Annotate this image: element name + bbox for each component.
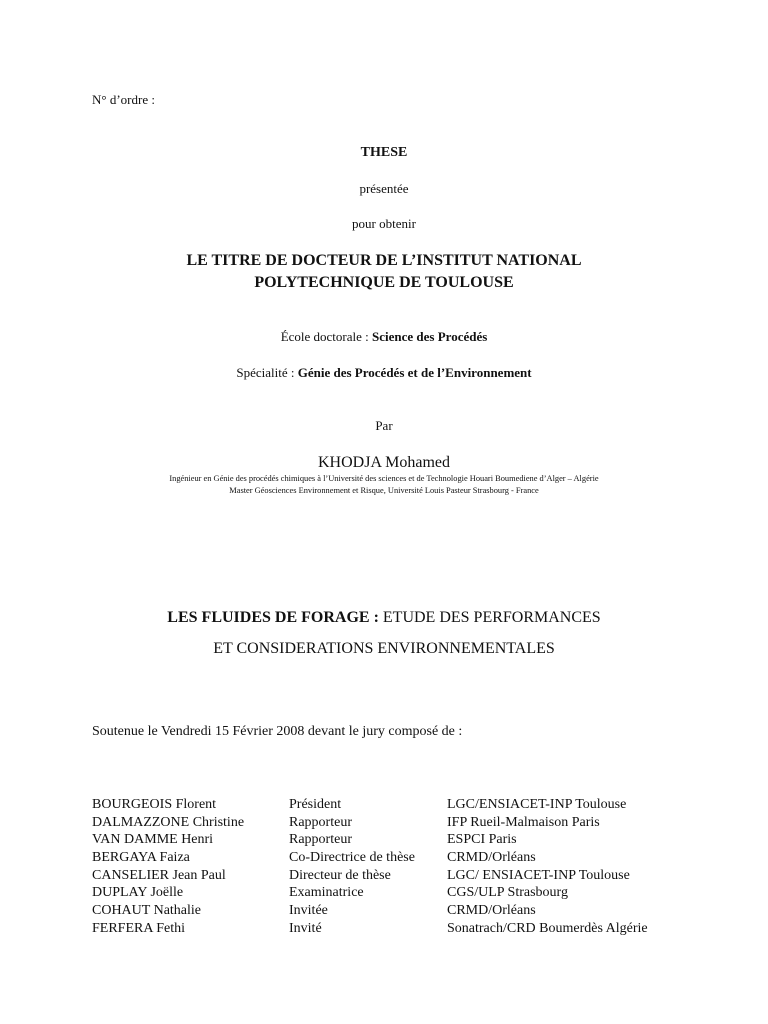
thesis-subject-bold: LES FLUIDES DE FORAGE : (167, 609, 383, 626)
jury-member-role: Invitée (289, 903, 328, 919)
jury-member-role: Co-Directrice de thèse (289, 850, 415, 866)
jury-member-institution: Sonatrach/CRD Boumerdès Algérie (447, 920, 648, 936)
jury-member-role: Rapporteur (289, 832, 352, 848)
thesis-subject-line-1 (0, 609, 768, 627)
order-number-label: N° d’ordre : (92, 92, 155, 107)
doctoral-school-value: Science des Procédés (372, 329, 488, 344)
specialty-label: Spécialité : (236, 365, 298, 380)
jury-member-role: Examinatrice (289, 885, 364, 901)
jury-member-institution: CRMD/Orléans (447, 850, 536, 866)
to-obtain-text: pour obtenir (352, 216, 416, 231)
specialty (0, 365, 768, 381)
jury-member-name: CANSELIER Jean Paul (92, 867, 226, 883)
jury-member-institution: LGC/ENSIACET-INP Toulouse (447, 797, 627, 812)
jury-member-name: COHAUT Nathalie (92, 903, 201, 919)
defense-statement: Soutenue le Vendredi 15 Février 2008 devant le jury composé de : (92, 724, 463, 739)
doctoral-school (0, 329, 768, 345)
author-affiliation-2: Master Géosciences Environnement et Risque, Université Louis Pasteur Strasbourg - France (229, 486, 539, 495)
jury-member-institution: CGS/ULP Strasbourg (447, 885, 568, 901)
author-affiliation-1: Ingénieur en Génie des procédés chimiques à l’Université des sciences et de Technologie Houari Boumediene d’Alger – Algérie (169, 474, 599, 483)
jury-member-institution: CRMD/Orléans (447, 903, 536, 919)
thesis-subject-line-2: ET CONSIDERATIONS ENVIRONNEMENTALES (213, 640, 555, 657)
by-text: Par (375, 418, 393, 433)
jury-member-institution: LGC/ ENSIACET-INP Toulouse (447, 867, 630, 883)
jury-member-role: Rapporteur (289, 814, 352, 830)
degree-title-line-1: LE TITRE DE DOCTEUR DE L’INSTITUT NATIONAL (186, 252, 582, 269)
jury-member-name: BOURGEOIS Florent (92, 797, 217, 812)
jury-member-institution: ESPCI Paris (447, 832, 517, 848)
jury-member-role: Directeur de thèse (289, 867, 391, 883)
jury-member-institution: IFP Rueil-Malmaison Paris (447, 814, 600, 830)
specialty-value: Génie des Procédés et de l’Environnement (297, 365, 532, 380)
jury-member-role: Invité (289, 920, 322, 936)
jury-member-name: DALMAZZONE Christine (92, 814, 245, 830)
thesis-subject-rest: ETUDE DES PERFORMANCES (382, 609, 601, 626)
jury-member-name: VAN DAMME Henri (92, 832, 214, 848)
jury-member-name: DUPLAY Joëlle (92, 885, 184, 901)
document-type: THESE (360, 145, 408, 160)
jury-member-role: Président (289, 797, 342, 812)
jury-member-name: BERGAYA Faiza (92, 850, 190, 866)
doctoral-school-label: École doctorale : (280, 329, 373, 344)
author-name: KHODJA Mohamed (318, 454, 450, 471)
jury-member-name: FERFERA Fethi (92, 920, 185, 936)
degree-title-line-2: POLYTECHNIQUE DE TOULOUSE (254, 274, 514, 291)
presented-text: présentée (359, 181, 409, 196)
